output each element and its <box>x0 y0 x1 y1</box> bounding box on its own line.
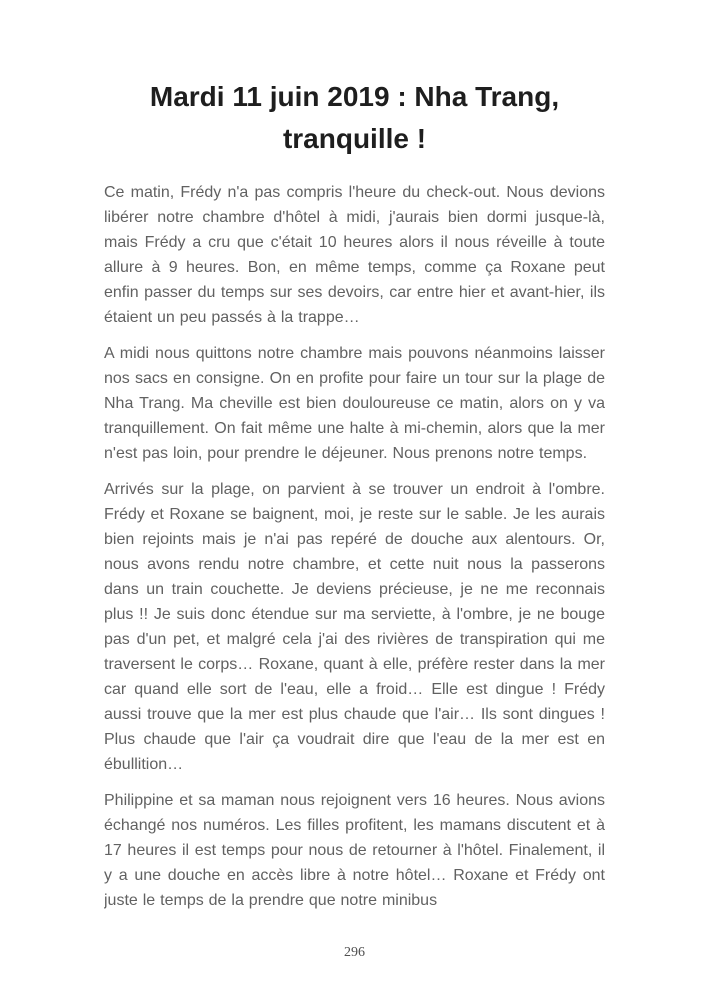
paragraph: Arrivés sur la plage, on parvient à se trouver un endroit à l'ombre. Frédy et Roxane se baignent, moi, je reste sur le sable. Je les aurais bien rejoints mais je n'ai pas repéré de douche aux alentours. Or, nous avons rendu notre chambre, et cette nuit nous la passerons dans un train couchette. Je deviens précieuse, je ne me reconnais plus !! Je suis donc étendue sur ma serviette, à l'ombre, je ne bouge pas d'un pet, et malgré cela j'ai des rivières de transpiration qui me traversent le corps… Roxane, quant à elle, préfère rester dans la mer car quand elle sort de l'eau, elle a froid… Elle est dingue ! Frédy aussi trouve que la mer est plus chaude que l'air… Ils sont dingues ! Plus chaude que l'air ça voudrait dire que l'eau de la mer est en ébullition… <box>104 481 605 773</box>
paragraph: Philippine et sa maman nous rejoignent vers 16 heures. Nous avions échangé nos numéros. Les filles profitent, les mamans discutent et à 17 heures il est temps pour nous de retourner à l'hôtel. Finalement, il y a une douche en accès libre à notre hôtel… Roxane et Frédy ont juste le temps de la prendre que notre minibus <box>104 792 605 909</box>
paragraph: Ce matin, Frédy n'a pas compris l'heure du check-out. Nous devions libérer notre chambre d'hôtel à midi, j'aurais bien dormi jusque-là, mais Frédy a cru que c'était 10 heures alors il nous réveille à toute allure à 9 heures. Bon, en même temps, comme ça Roxane peut enfin passer du temps sur ses devoirs, car entre hier et avant-hier, ils étaient un peu passés à la trappe… <box>104 184 605 326</box>
paragraph: A midi nous quittons notre chambre mais pouvons néanmoins laisser nos sacs en consigne. On en profite pour faire un tour sur la plage de Nha Trang. Ma cheville est bien douloureuse ce matin, alors on y va tranquillement. On fait même une halte à mi-chemin, alors que la mer n'est pas loin, pour prendre le déjeuner. Nous prenons notre temps. <box>104 345 605 462</box>
page-title: Mardi 11 juin 2019 : Nha Trang, tranquille ! <box>149 81 560 154</box>
article-body <box>104 180 605 936</box>
page-number: 296 <box>344 945 365 960</box>
